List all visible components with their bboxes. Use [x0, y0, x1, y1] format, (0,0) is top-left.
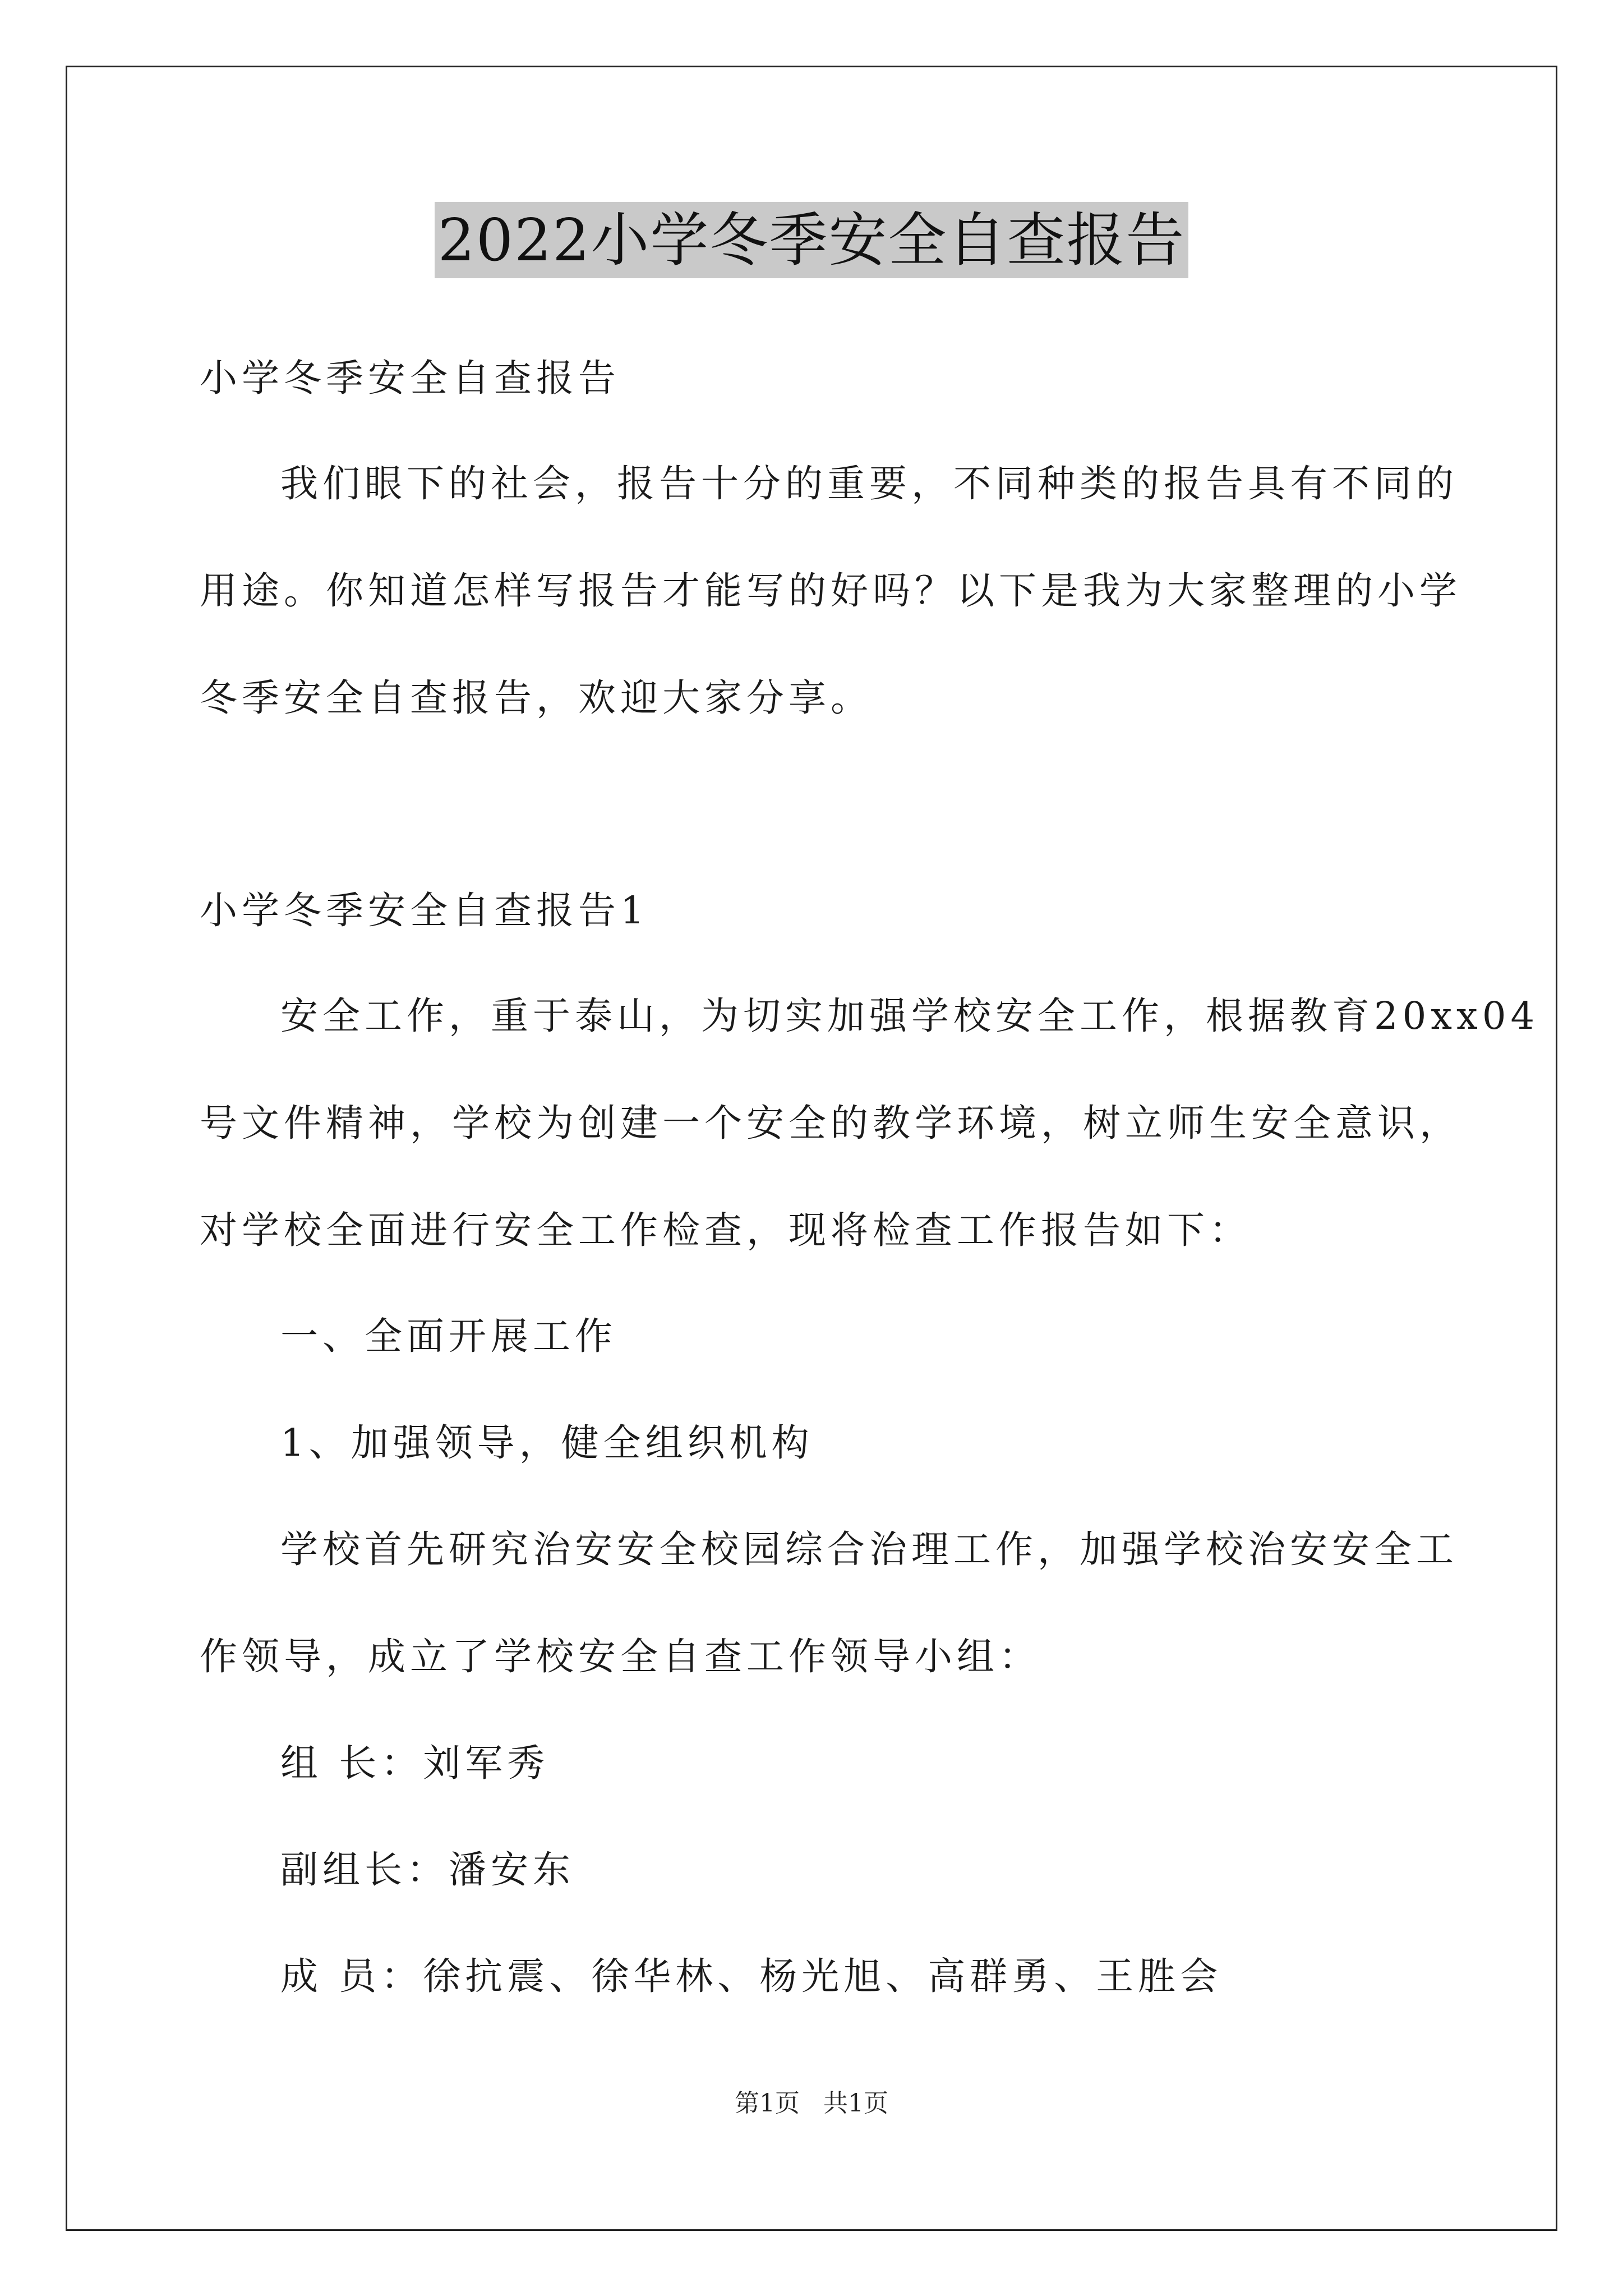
intro-line-1: 我们眼下的社会，报告十分的重要，不同种类的报告具有不同的	[280, 462, 1458, 505]
title-container	[0, 202, 1623, 278]
intro-line-3: 冬季安全自查报告，欢迎大家分享。	[200, 676, 873, 720]
part-one-heading: 一、全面开展工作	[280, 1314, 617, 1358]
page-current: 第1页	[735, 2089, 800, 2118]
document-subtitle: 小学冬季安全自查报告	[200, 356, 620, 400]
leadership-line-2: 作领导，成立了学校安全自查工作领导小组：	[200, 1635, 1041, 1678]
page-footer	[0, 2087, 1623, 2120]
leadership-line-1: 学校首先研究治安安全校园综合治理工作，加强学校治安安全工	[280, 1527, 1458, 1571]
leader-line: 组 长：刘军秀	[280, 1741, 550, 1785]
members-line: 成 员：徐抗震、徐华林、杨光旭、高群勇、王胜会	[280, 1954, 1223, 1998]
section-line-3: 对学校全面进行安全工作检查，现将检查工作报告如下：	[200, 1208, 1251, 1252]
section-line-1: 安全工作，重于泰山，为切实加强学校安全工作，根据教育20xx04	[280, 994, 1539, 1038]
section-heading: 小学冬季安全自查报告1	[200, 889, 649, 932]
intro-line-2: 用途。你知道怎样写报告才能写的好吗？以下是我为大家整理的小学	[200, 569, 1461, 613]
item-one-heading: 1、加强领导，健全组织机构	[280, 1421, 814, 1465]
page-total: 共1页	[823, 2089, 888, 2118]
section-line-2: 号文件精神，学校为创建一个安全的教学环境，树立师生安全意识，	[200, 1101, 1461, 1145]
document-title: 2022小学冬季安全自查报告	[435, 202, 1189, 278]
deputy-leader-line: 副组长：潘安东	[280, 1848, 575, 1892]
